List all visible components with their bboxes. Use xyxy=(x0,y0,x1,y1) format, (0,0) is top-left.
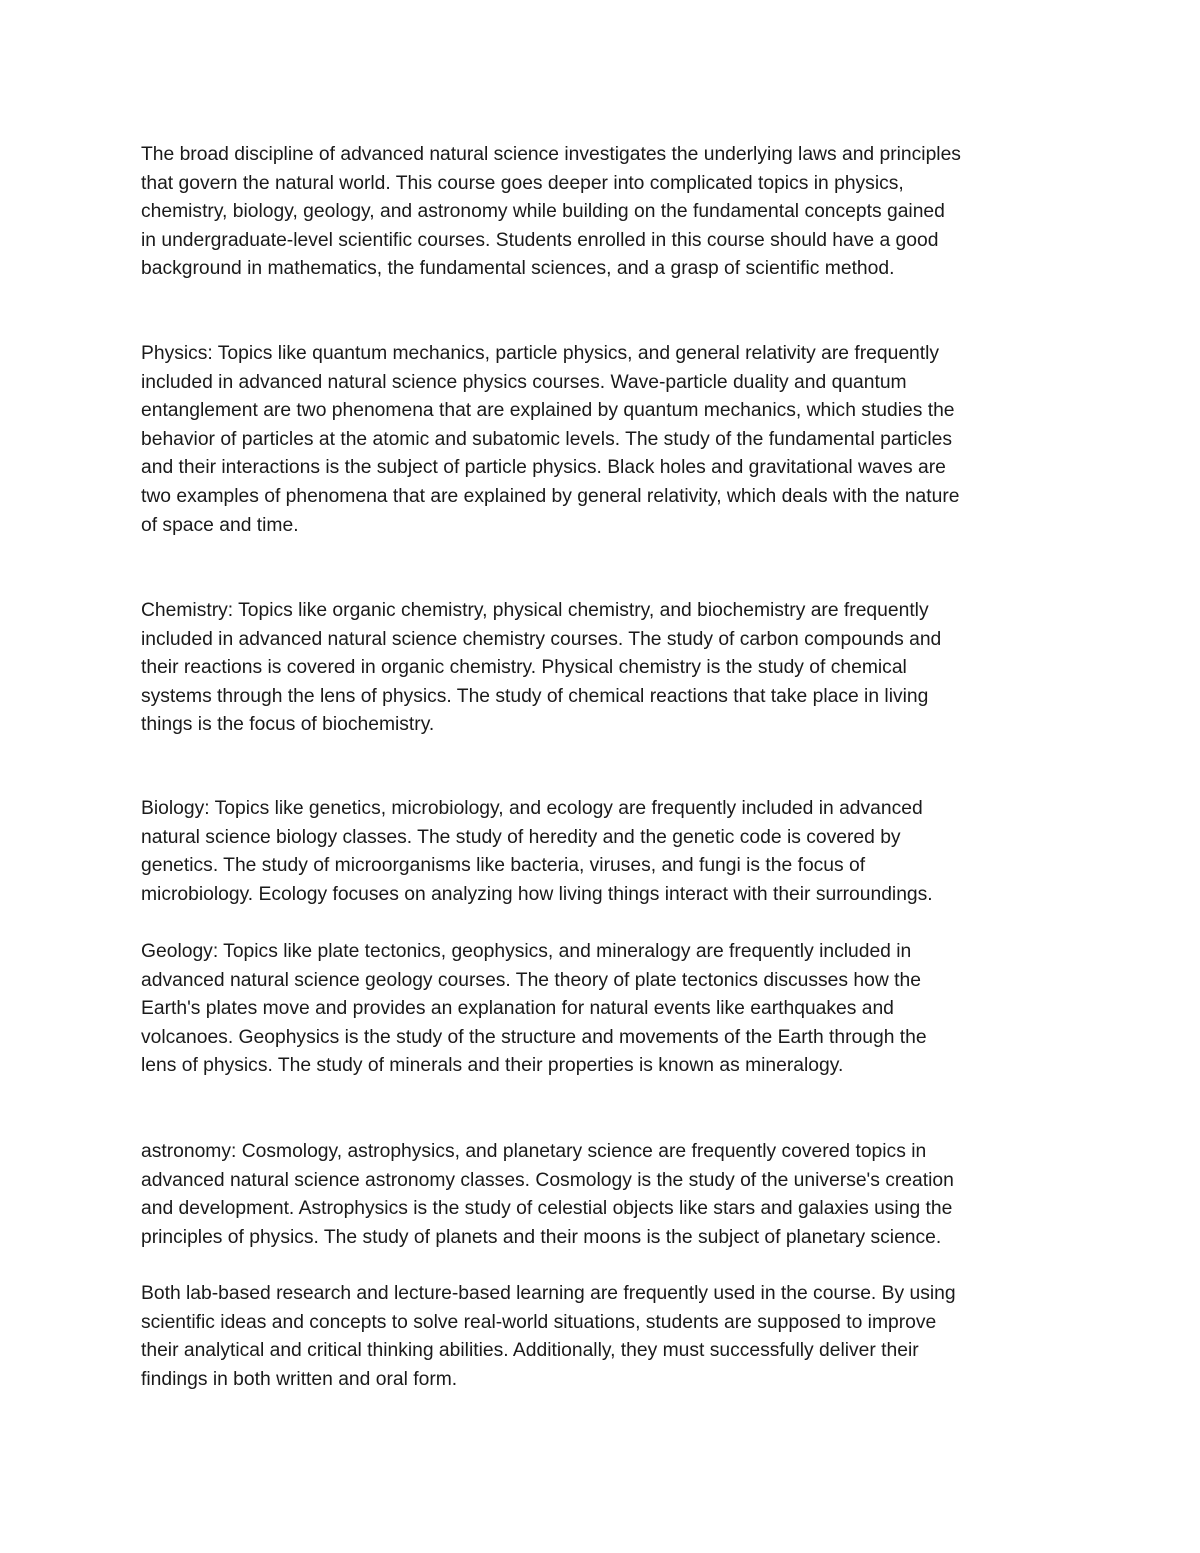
chemistry-paragraph: Chemistry: Topics like organic chemistry, physical chemistry, and biochemistry are frequently included in advanced natural science chemistry courses. The study of carbon compounds and their reactions is covered in organic chemistry. Physical chemistry is the study of chemical systems through the lens of physics. The study of chemical reactions that take place in living things is the focus of biochemistry. xyxy=(141,600,942,736)
geology-paragraph: Geology: Topics like plate tectonics, geophysics, and mineralogy are frequently included in advanced natural science geology courses. The theory of plate tectonics discusses how the Earth's plates move and provides an explanation for natural events like earthquakes and volcanoes. Geophysics is the study of the structure and movements of the Earth through the lens of physics. The study of minerals and their properties is known as mineralogy. xyxy=(141,941,927,1077)
closing-paragraph: Both lab-based research and lecture-based learning are frequently used in the course. By using scientific ideas and concepts to solve real-world situations, students are supposed to improve their analytical and critical thinking abilities. Additionally, they must successfully deliver their findings in both written and oral form. xyxy=(141,1283,956,1390)
intro-paragraph: The broad discipline of advanced natural science investigates the underlying laws and principles that govern the natural world. This course goes deeper into complicated topics in physics, chemistry, biology, geology, and astronomy while building on the fundamental concepts gained in undergraduate-level scientific courses. Students enrolled in this course should have a good background in mathematics, the fundamental sciences, and a grasp of scientific method. xyxy=(141,144,961,280)
physics-paragraph: Physics: Topics like quantum mechanics, particle physics, and general relativity are frequently included in advanced natural science physics courses. Wave-particle duality and quantum entanglement are two phenomena that are explained by quantum mechanics, which studies the behavior of particles at the atomic and subatomic levels. The study of the fundamental particles and their interactions is the subject of particle physics. Black holes and gravitational waves are two examples of phenomena that are explained by general relativity, which deals with the nature of space and time. xyxy=(141,343,960,536)
astronomy-paragraph: astronomy: Cosmology, astrophysics, and planetary science are frequently covered topics in advanced natural science astronomy classes. Cosmology is the study of the universe's creation and development. Astrophysics is the study of celestial objects like stars and galaxies using the principles of physics. The study of planets and their moons is the subject of planetary science. xyxy=(141,1141,954,1248)
biology-paragraph: Biology: Topics like genetics, microbiology, and ecology are frequently included in advanced natural science biology classes. The study of heredity and the genetic code is covered by genetics. The study of microorganisms like bacteria, viruses, and fungi is the focus of microbiology. Ecology focuses on analyzing how living things interact with their surroundings. xyxy=(141,798,933,905)
